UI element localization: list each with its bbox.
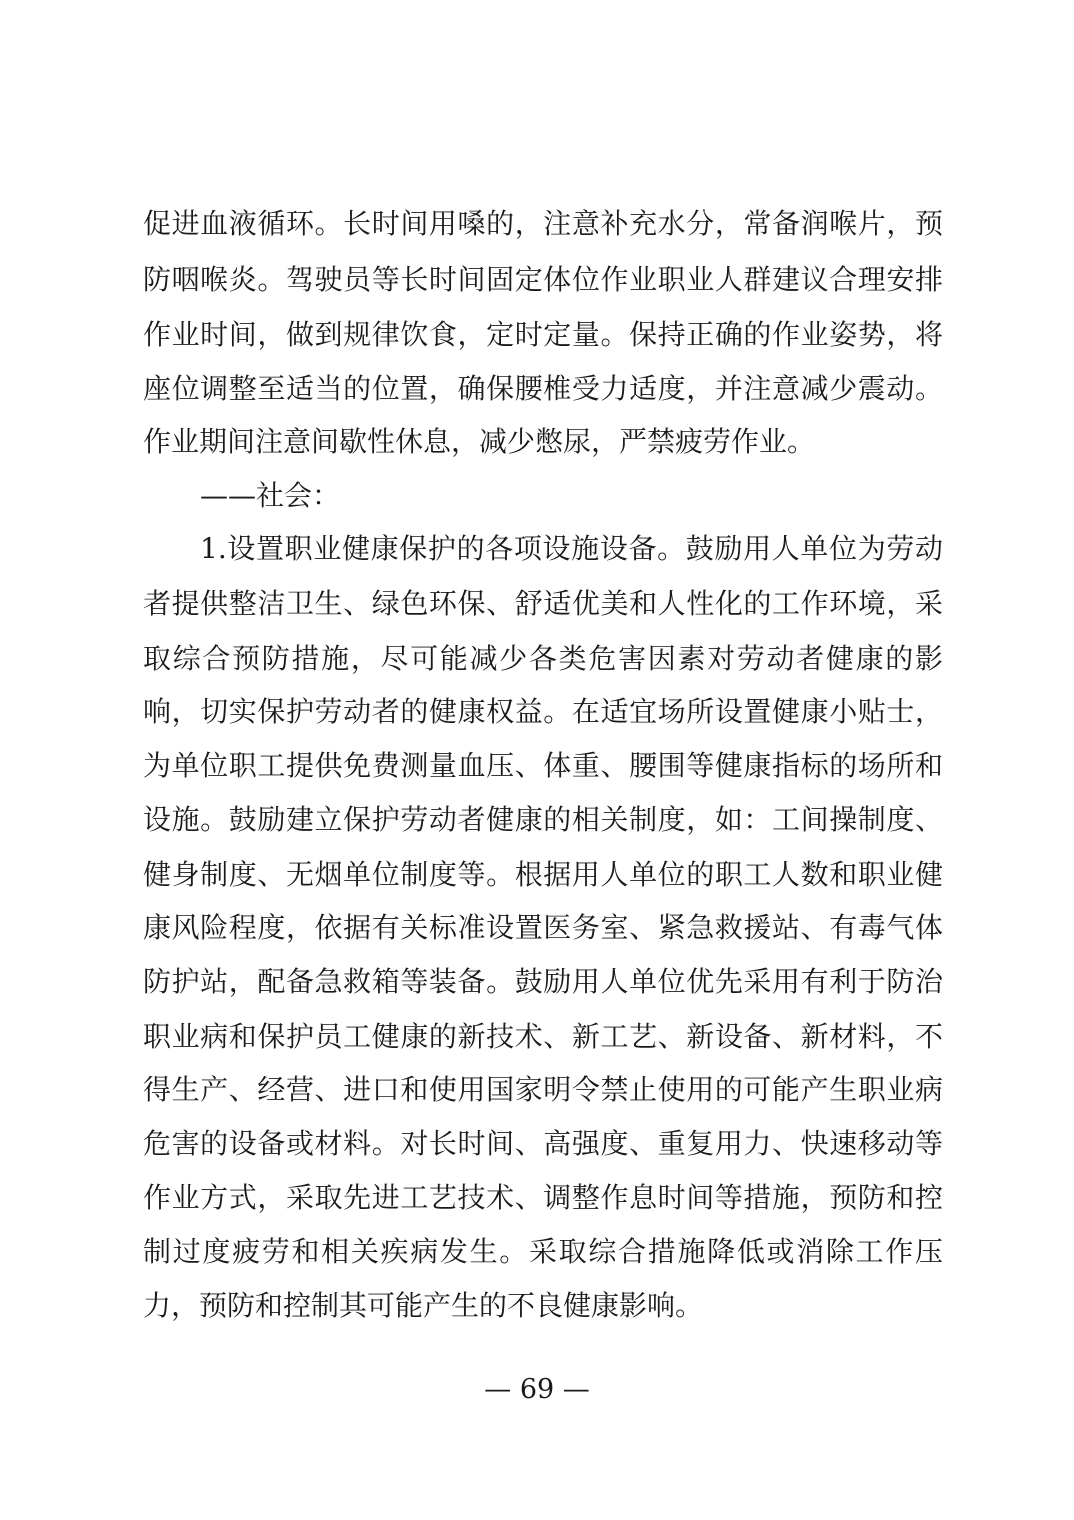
paragraph-line: 制过度疲劳和相关疾病发生。采取综合措施降低或消除工作压	[143, 1235, 943, 1268]
paragraph-line: 力，预防和控制其可能产生的不良健康影响。	[143, 1289, 704, 1322]
paragraph-line: 作业期间注意间歇性休息，减少憋尿，严禁疲劳作业。	[143, 425, 816, 458]
paragraph-line: 得生产、经营、进口和使用国家明令禁止使用的可能产生职业病	[143, 1073, 943, 1106]
paragraph-line: 作业方式，采取先进工艺技术、调整作息时间等措施，预防和控	[143, 1181, 943, 1214]
paragraph-line: 取综合预防措施，尽可能减少各类危害因素对劳动者健康的影	[143, 642, 943, 675]
paragraph-line: 危害的设备或材料。对长时间、高强度、重复用力、快速移动等	[143, 1127, 943, 1160]
paragraph-line: 设施。鼓励建立保护劳动者健康的相关制度，如：工间操制度、	[143, 803, 943, 836]
paragraph-line: 健身制度、无烟单位制度等。根据用人单位的职工人数和职业健	[143, 858, 943, 891]
paragraph-line: 防咽喉炎。驾驶员等长时间固定体位作业职业人群建议合理安排	[143, 263, 943, 296]
section-heading: ——社会：	[200, 479, 341, 512]
paragraph-line: 职业病和保护员工健康的新技术、新工艺、新设备、新材料，不	[143, 1020, 943, 1053]
paragraph-line: 康风险程度，依据有关标准设置医务室、紧急救援站、有毒气体	[143, 911, 943, 944]
paragraph-line: 促进血液循环。长时间用嗓的，注意补充水分，常备润喉片，预	[143, 207, 943, 240]
paragraph-line: 者提供整洁卫生、绿色环保、舒适优美和人性化的工作环境，采	[143, 587, 943, 620]
paragraph-line: 防护站，配备急救箱等装备。鼓励用人单位优先采用有利于防治	[143, 965, 943, 998]
paragraph-line: 为单位职工提供免费测量血压、体重、腰围等健康指标的场所和	[143, 749, 943, 782]
paragraph-line: 1.设置职业健康保护的各项设施设备。鼓励用人单位为劳动	[200, 532, 943, 565]
page-number: — 69 —	[484, 1374, 590, 1405]
paragraph-line: 响，切实保护劳动者的健康权益。在适宜场所设置健康小贴士，	[143, 695, 943, 728]
paragraph-line: 作业时间，做到规律饮食，定时定量。保持正确的作业姿势，将	[143, 318, 943, 351]
paragraph-line: 座位调整至适当的位置，确保腰椎受力适度，并注意减少震动。	[143, 372, 943, 405]
